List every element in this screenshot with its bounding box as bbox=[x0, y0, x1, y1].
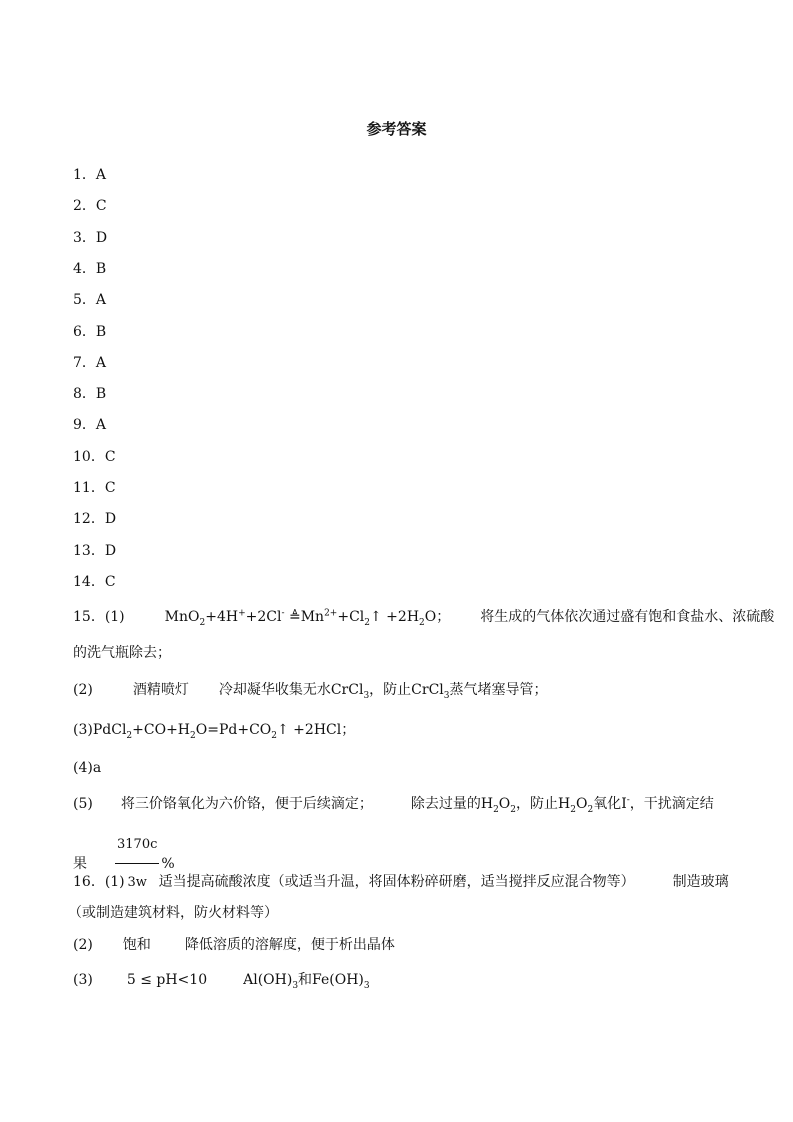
q15-part2: (2) 酒精喷灯 冷却凝华收集无水CrCl$_3$，防止CrCl$_3$蒸气堵塞导管； bbox=[73, 682, 548, 701]
q15-label: 15．(1) bbox=[73, 609, 125, 625]
answer-choice: B bbox=[95, 261, 107, 277]
answer-item bbox=[73, 197, 107, 215]
answer-item bbox=[73, 479, 116, 497]
answer-number: 10． bbox=[73, 449, 105, 465]
answer-choice: C bbox=[104, 449, 116, 465]
fraction: $\frac{3170c}{3w}$ bbox=[115, 828, 159, 900]
answer-item bbox=[73, 573, 116, 591]
answer-number: 4． bbox=[73, 261, 96, 277]
formula-h2o2: $H_2O_2$ bbox=[480, 796, 517, 815]
answer-choice: D bbox=[104, 543, 117, 559]
formula-aloh3: $Al(OH)_3$ bbox=[243, 972, 299, 991]
answer-number: 7． bbox=[73, 355, 96, 371]
q16-part1: 16．(1) 适当提高硫酸浓度（或适当升温，将固体粉碎研磨，适当搅拌反应混合物等） 制造玻璃 bbox=[73, 874, 729, 890]
answer-item bbox=[73, 166, 106, 184]
answer-item bbox=[73, 291, 106, 309]
q15-equation-1: MnO$_2$+4H++2Cl- $≜Mn^{2+}+Cl_2↑ +2H_2O$ bbox=[164, 608, 437, 628]
q16-part3: (3) 5 ≤ pH<10 $Al(OH)_3$和$Fe(OH)_3$ bbox=[73, 972, 370, 991]
q15-part3: $(3)PdCl_2+CO+H_2O=Pd+CO_2↑ +2HCl$； bbox=[73, 722, 356, 741]
answer-number: 5． bbox=[73, 292, 96, 308]
answer-number: 11． bbox=[73, 480, 105, 496]
q15-text-1: 将生成的气体依次通过盛有饱和食盐水、浓硫酸 bbox=[480, 609, 775, 625]
formula-crcl3: CrCl$_3$ bbox=[330, 682, 370, 701]
answer-item bbox=[73, 323, 106, 341]
formula-crcl3: CrCl$_3$ bbox=[411, 682, 450, 701]
q15-part1-cont: 的洗气瓶除去； bbox=[73, 645, 171, 661]
formula-feoh3: $Fe(OH)_3$ bbox=[312, 972, 370, 991]
answer-number: 13． bbox=[73, 543, 105, 559]
answer-number: 9． bbox=[73, 417, 96, 433]
answer-number: 2． bbox=[73, 198, 96, 214]
answer-choice: A bbox=[95, 417, 107, 433]
answer-choice: D bbox=[95, 230, 108, 246]
answer-item bbox=[73, 229, 107, 247]
answer-item bbox=[73, 385, 106, 403]
answer-choice: C bbox=[104, 574, 116, 590]
answer-item bbox=[73, 416, 106, 434]
answer-choice: C bbox=[95, 198, 107, 214]
answer-choice: B bbox=[95, 386, 107, 402]
answer-number: 12． bbox=[73, 511, 105, 527]
q16-part1-cont: （或制造建筑材料，防火材料等） bbox=[68, 905, 278, 921]
answer-number: 3． bbox=[73, 230, 96, 246]
answer-item bbox=[73, 260, 106, 278]
formula-iodide: I- bbox=[621, 795, 630, 812]
q15-part5: (5) 将三价铬氧化为六价铬，便于后续滴定； 除去过量的$H_2O_2$，防止$H_2O_2$氧化I-，干扰滴定结 bbox=[73, 795, 714, 815]
answer-item bbox=[73, 448, 116, 466]
answer-item bbox=[73, 354, 106, 372]
answer-number: 1． bbox=[73, 167, 96, 183]
answer-choice: C bbox=[104, 480, 116, 496]
page-title: 参考答案 bbox=[366, 120, 427, 138]
answer-item bbox=[73, 510, 116, 528]
answer-choice: B bbox=[95, 324, 107, 340]
answer-choice: D bbox=[104, 511, 117, 527]
q15-part1: 15．(1) MnO$_2$+4H++2Cl- $≜Mn^{2+}+Cl_2↑ +2H_2O$； 将生成的气体依次通过盛有饱和食盐水、浓硫酸 bbox=[73, 608, 775, 628]
answer-choice: A bbox=[95, 355, 107, 371]
q15-part4: (4)a bbox=[73, 760, 102, 776]
q15-equation-3: $PdCl_2+CO+H_2O=Pd+CO_2↑ +2HCl$ bbox=[92, 722, 342, 741]
q15-part5-cont: 果 $\frac{3170c}{3w}$ % bbox=[73, 828, 175, 900]
q16-label: 16．(1) bbox=[73, 874, 125, 890]
q16-part2: (2) 饱和 降低溶质的溶解度，便于析出晶体 bbox=[73, 937, 395, 953]
formula-h2o2: $H_2O_2$ bbox=[558, 796, 594, 815]
answer-number: 8． bbox=[73, 386, 96, 402]
answer-number: 6． bbox=[73, 324, 96, 340]
answer-choice: A bbox=[95, 292, 107, 308]
answer-choice: A bbox=[95, 167, 107, 183]
answer-item bbox=[73, 542, 116, 560]
answer-number: 14． bbox=[73, 574, 105, 590]
